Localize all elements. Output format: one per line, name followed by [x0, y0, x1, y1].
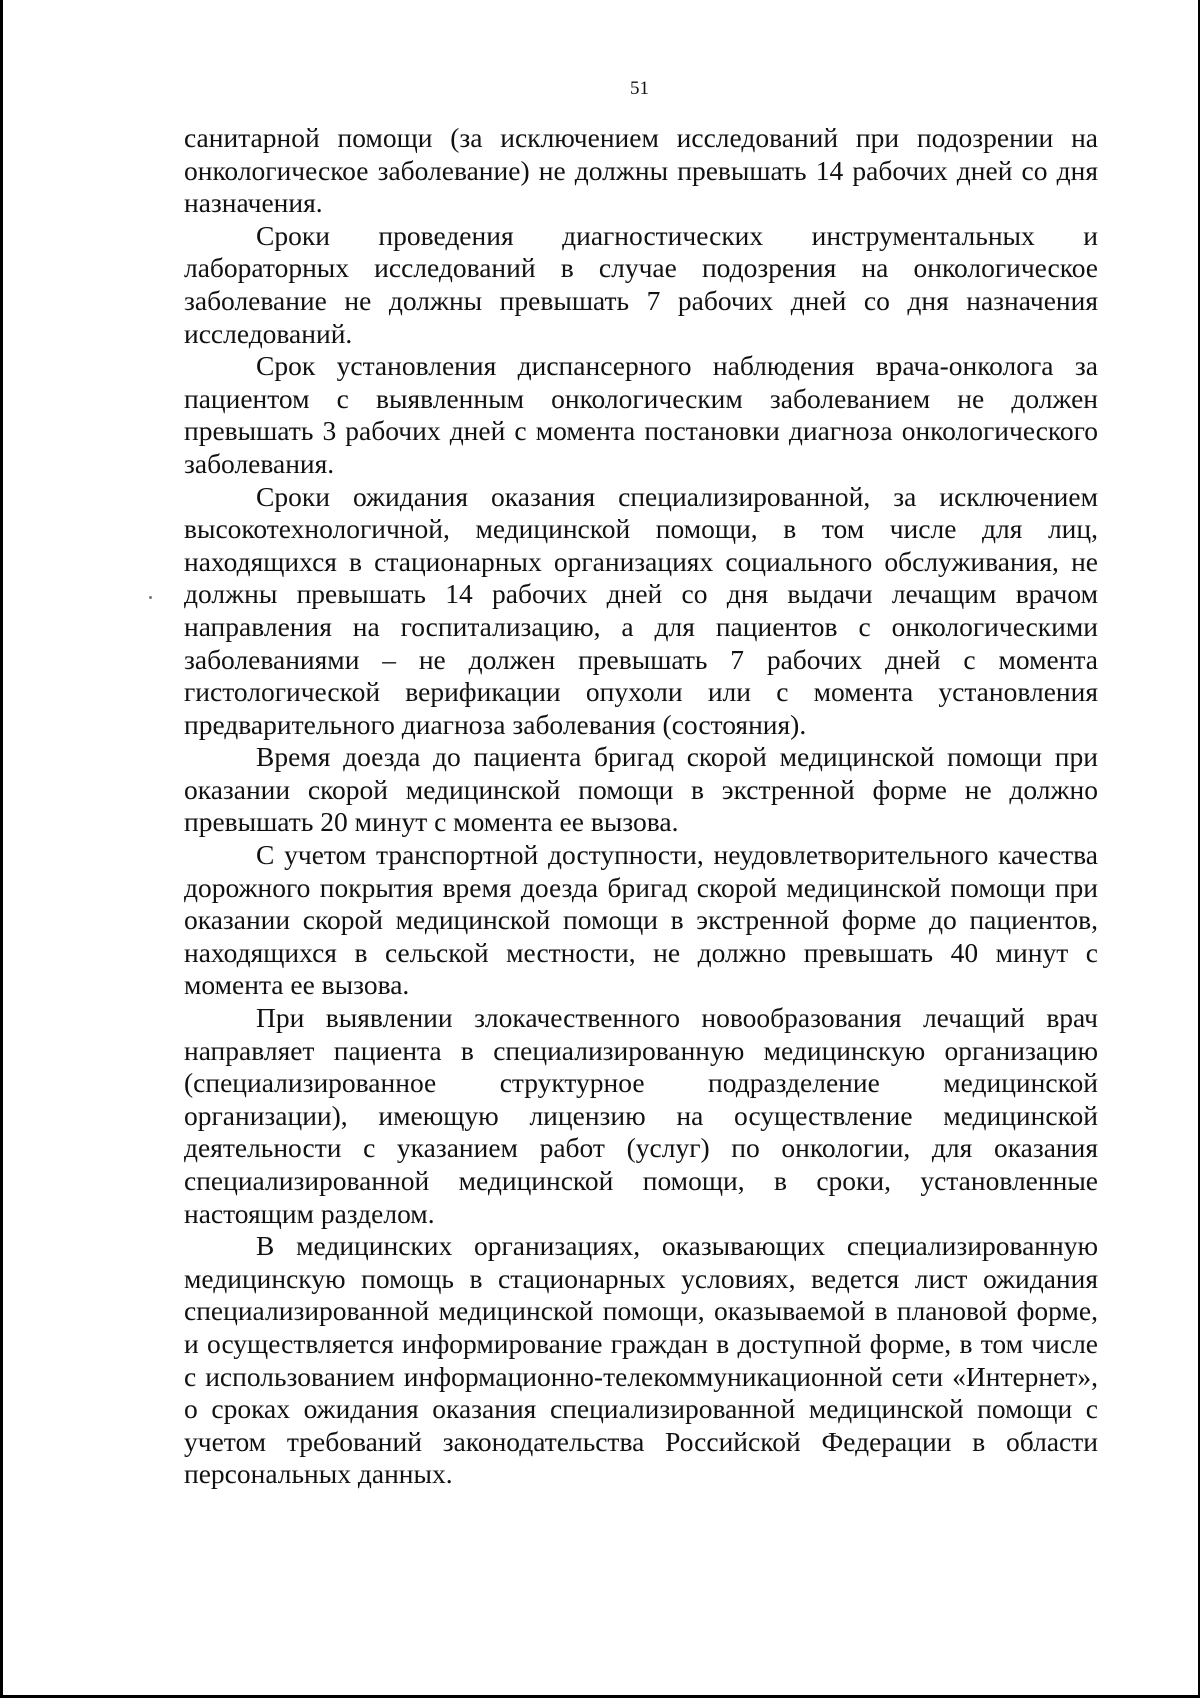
- paragraph-waiting-list: В медицинских организациях, оказывающих специализированную медицинскую помощь в стационарных условиях, ведется лист ожидания специализированной медицинской помощи, оказываемой в плановой форме, и осуществляется информирование граждан в доступной форме, в том числе с использованием информационно-телекоммуникационной сети «Интернет», о сроках ожидания оказания специализированной медицинской помощи с учетом требований законодательства Российской Федерации в области персональных данных.: [184, 1230, 1098, 1490]
- document-body: [184, 122, 1098, 1491]
- paragraph-malignant-referral: При выявлении злокачественного новообразования лечащий врач направляет пациента в специализированную медицинскую организацию (специализированное структурное подразделение медицинской организации), имеющую лицензию на осуществление медицинской деятельности с указанием работ (услуг) по онкологии, для оказания специализированной медицинской помощи, в сроки, установленные настоящим разделом.: [184, 1002, 1098, 1229]
- paragraph-diagnostic-terms: Сроки проведения диагностических инструментальных и лабораторных исследований в случае подозрения на онкологическое заболевание не должны превышать 7 рабочих дней со дня назначения исследований.: [184, 219, 1098, 349]
- scan-artifact-dot: [149, 596, 152, 599]
- paragraph-rural-ambulance-time: С учетом транспортной доступности, неудовлетворительного качества дорожного покрытия время доезда бригад скорой медицинской помощи при оказании скорой медицинской помощи в экстренной форме до пациентов, находящихся в сельской местности, не должно превышать 40 минут с момента ее вызова.: [184, 839, 1098, 1001]
- paragraph-ambulance-time: Время доезда до пациента бригад скорой медицинской помощи при оказании скорой медицинской помощи в экстренной форме не должно превышать 20 минут с момента ее вызова.: [184, 741, 1098, 838]
- paragraph-specialized-care-waiting: Сроки ожидания оказания специализированной, за исключением высокотехнологичной, медицинской помощи, в том числе для лиц, находящихся в стационарных организациях социального обслуживания, не должны превышать 14 рабочих дней со дня выдачи лечащим врачом направления на госпитализацию, а для пациентов с онкологическими заболеваниями – не должен превышать 7 рабочих дней с момента гистологической верификации опухоли или с момента установления предварительного диагноза заболевания (состояния).: [184, 480, 1098, 740]
- paragraph-continuation: санитарной помощи (за исключением исследований при подозрении на онкологическое заболевание) не должны превышать 14 рабочих дней со дня назначения.: [184, 122, 1098, 219]
- paragraph-oncologist-observation: Срок установления диспансерного наблюдения врача-онколога за пациентом с выявленным онкологическим заболеванием не должен превышать 3 рабочих дней с момента постановки диагноза онкологического заболевания.: [184, 350, 1098, 479]
- page-number: 51: [630, 78, 649, 99]
